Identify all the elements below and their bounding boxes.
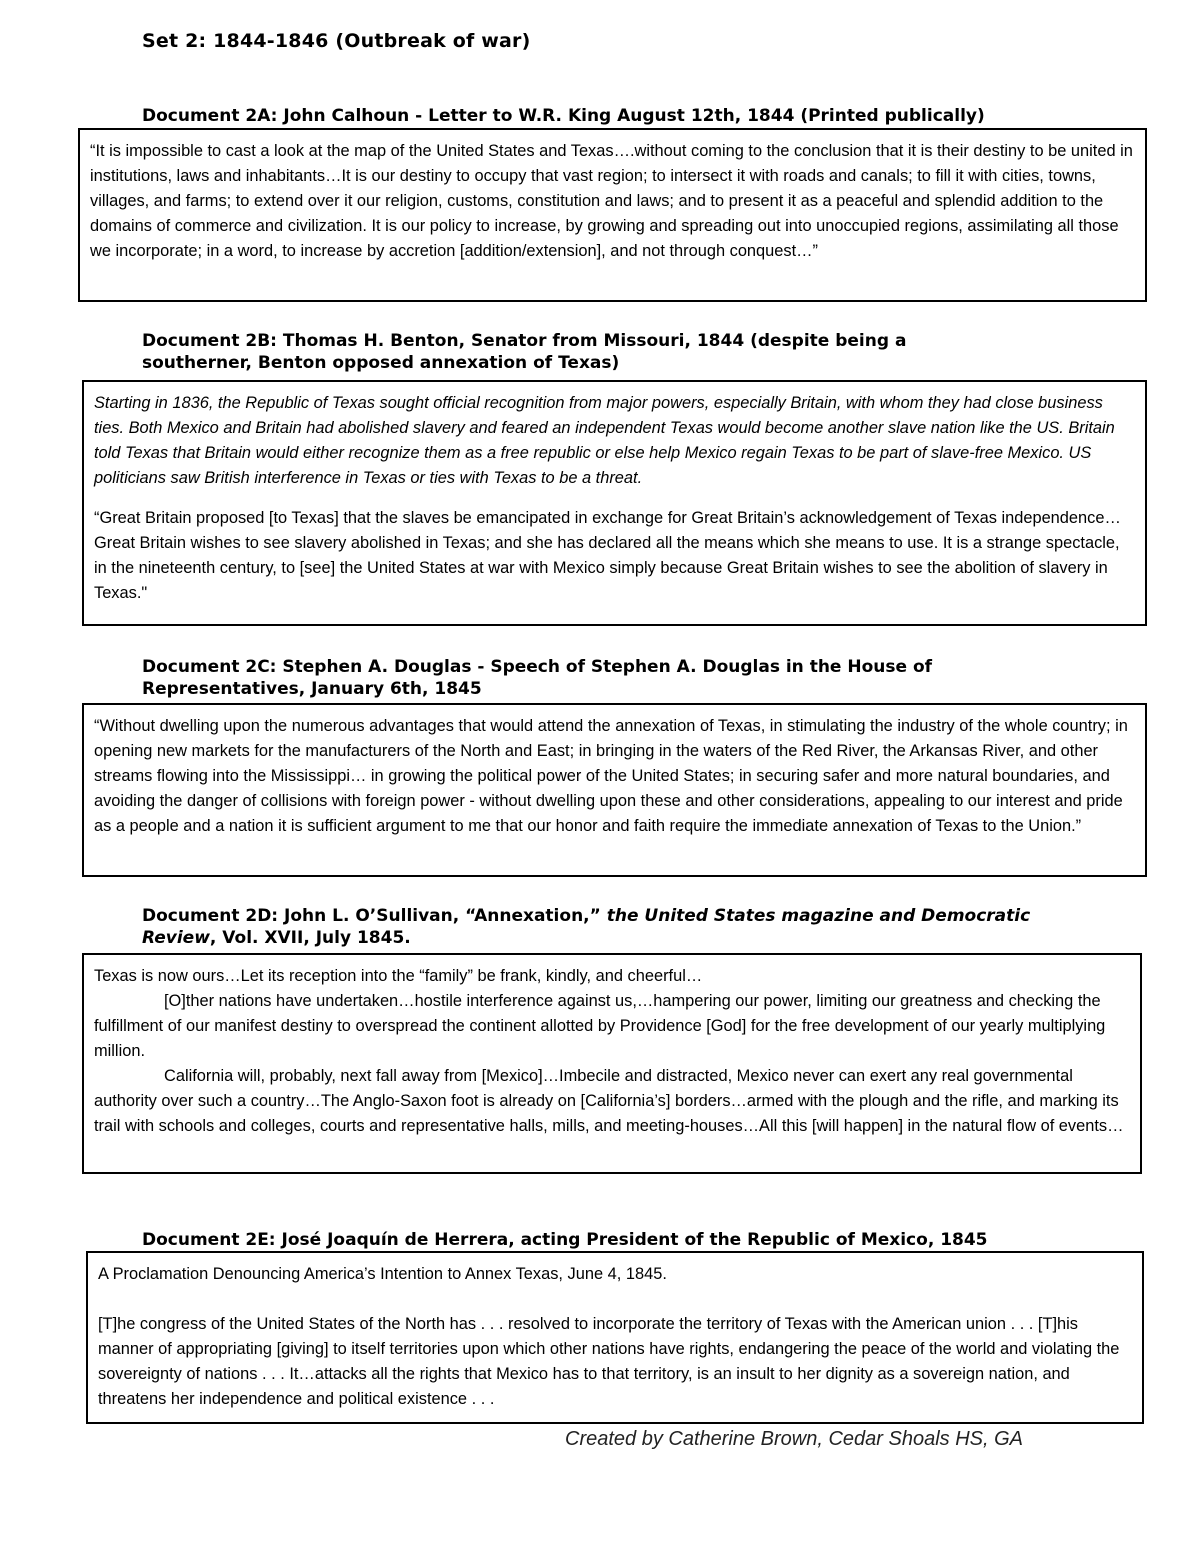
doc-2e-title-line: A Proclamation Denouncing America’s Intention to Annex Texas, June 4, 1845. <box>98 1265 667 1283</box>
doc-2d-heading-publication: the United States magazine and Democratic Review <box>142 906 1031 948</box>
doc-2b-context: Starting in 1836, the Republic of Texas sought official recognition from major powers, especially Britain, with whom they had close business ties. Both Mexico and Britain had abolished slavery and feared an independent Texas would become another slave nation like the US. Britain told Texas that Britain would either recognize them as a free republic or else help Mexico regain Texas to be part of slave-free Mexico. US politicians saw British interference in Texas or ties with Texas to be a threat. <box>94 394 1115 487</box>
doc-2b-box <box>82 380 1147 626</box>
set-title: Set 2: 1844-1846 (Outbreak of war) <box>142 30 531 52</box>
doc-2a-box <box>78 128 1147 302</box>
doc-2d-heading <box>142 905 1062 949</box>
doc-2d-para-2: [O]ther nations have undertaken…hostile interference against us,…hampering our power, limiting our greatness and checking the fulfillment of our manifest destiny to overspread the continent allotted by Providence [God] for the free development of our yearly multiplying million. <box>94 992 1106 1060</box>
doc-2d-heading-volume: , Vol. XVII, July 1845. <box>209 928 411 948</box>
doc-2c-text: “Without dwelling upon the numerous advantages that would attend the annexation of Texas, in stimulating the industry of the whole country; in opening new markets for the manufacturers of the North and East; in bringing in the waters of the Red River, the Arkansas River, and other streams flowing into the Mississippi… in growing the political power of the United States; in securing safer and more natural boundaries, and avoiding the danger of collisions with foreign power - without dwelling upon these and other considerations, appealing to our interest and pride as a people and a nation it is sufficient argument to me that our honor and faith require the immediate annexation of Texas to the Union.” <box>94 717 1128 835</box>
doc-2d-para-1: Texas is now ours…Let its reception into the “family” be frank, kindly, and cheerful… <box>94 967 703 985</box>
doc-2d-box <box>82 953 1142 1174</box>
footer-credit: Created by Catherine Brown, Cedar Shoals HS, GA <box>565 1428 1023 1450</box>
doc-2b-quote: “Great Britain proposed [to Texas] that the slaves be emancipated in exchange for Great Britain’s acknowledgement of Texas independence…Great Britain wishes to see slavery abolished in Texas; and she has declared all the means which she means to use. It is a strange spectacle, in the nineteenth century, to [see] the United States at war with Mexico simply because Great Britain wishes to see the abolition of slavery in Texas." <box>94 509 1121 602</box>
doc-2c-box <box>82 703 1147 877</box>
doc-2e-box <box>86 1251 1144 1424</box>
doc-2e-heading: Document 2E: José Joaquín de Herrera, acting President of the Republic of Mexico, 1845 <box>142 1230 988 1250</box>
doc-2b-heading: Document 2B: Thomas H. Benton, Senator from Missouri, 1844 (despite being a southerner, Benton opposed annexation of Texas) <box>142 331 907 373</box>
doc-2d-para-3: California will, probably, next fall away from [Mexico]…Imbecile and distracted, Mexico never can exert any real governmental authority over such a country…The Anglo-Saxon foot is already on [California’s] borders…armed with the plough and the rifle, and marking its trail with schools and colleges, courts and representative halls, mills, and meeting-houses…All this [will happen] in the natural flow of events… <box>94 1067 1124 1135</box>
doc-2c-heading: Document 2C: Stephen A. Douglas - Speech of Stephen A. Douglas in the House of Representatives, January 6th, 1845 <box>142 657 933 699</box>
doc-2a-text: “It is impossible to cast a look at the map of the United States and Texas….without coming to the conclusion that it is their destiny to be united in institutions, laws and inhabitants…It is our destiny to occupy that vast region; to intersect it with roads and canals; to fill it with cities, towns, villages, and farms; to extend over it our religion, customs, constitution and laws; and to present it as a peaceful and splendid addition to the domains of commerce and civilization. It is our policy to increase, by growing and spreading out into unoccupied regions, assimilating all those we incorporate; in a word, to increase by accretion [addition/extension], and not through conquest…” <box>90 142 1133 260</box>
doc-2d-heading-author: Document 2D: John L. O’Sullivan, “Annexation,” <box>142 906 601 926</box>
doc-2a-heading: Document 2A: John Calhoun - Letter to W.R. King August 12th, 1844 (Printed publically) <box>142 106 985 126</box>
doc-2e-text: [T]he congress of the United States of the North has . . . resolved to incorporate the territory of Texas with the American union . . . [T]his manner of appropriating [giving] to itself territories upon which other nations have rights, endangering the peace of the world and violating the sovereignty of nations . . . It…attacks all the rights that Mexico has to that territory, is an insult to her dignity as a sovereign nation, and threatens her independence and political existence . . . <box>98 1315 1120 1408</box>
